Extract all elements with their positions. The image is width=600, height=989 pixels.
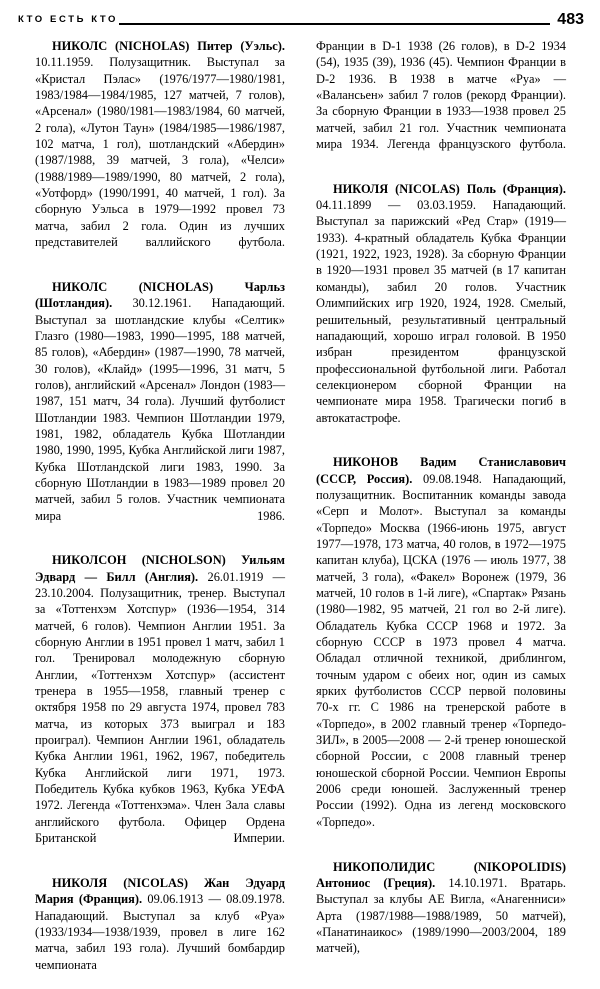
entry (316, 181, 566, 443)
running-header (18, 9, 584, 31)
entry-body: 09.06.1913 — 08.09.1978. Нападающий. Выступал за клуб «Руа» (1933/1934—1938/1939, провел в лиге 162 матча, забил 193 гола). Лучший бомбардир чемпионата (35, 892, 285, 972)
entry (35, 38, 285, 267)
entry (316, 859, 566, 973)
running-header-rule (119, 23, 550, 25)
entry-body: 10.11.1959. Полузащитник. Выступал за «Кристал Пэлас» (1976/1977—1980/1981, 1983/1984—1984/1985, 127 матчей, 7 голов), «Арсенал» (1980/1981—1983/1984, 60 матчей, 2 гола), «Лутон Таун» (1984/1985—1986/1987, 102 матча, 1 гол), шотландский «Абердин» (1987/1988, 39 матчей, 3 гола), «Челси» (1988/1989—1989/1990, 80 матчей, 2 гола), «Уотфорд» (1990/1991, 40 матчей, 1 гол). За сборную Уэльса в 1979—1992 провел 73 матча, забил 2 гола. Один из лучших представителей валлийского футбола. (35, 55, 285, 250)
entry (316, 454, 566, 846)
column-container (35, 38, 566, 972)
entry (35, 875, 285, 989)
entry-body: 14.10.1971. Вратарь. Выступал за клубы АЕ Вигла, «Анагенниси» Арта (1987/1988—1988/1989, 50 матчей), «Панатинаикос» (1989/1990—2003/2004, 189 матчей), (316, 875, 566, 956)
column-left (35, 38, 285, 972)
running-header-title: КТО ЕСТЬ КТО (18, 13, 119, 25)
entry-body: 30.12.1961. Нападающий. Выступал за шотландские клубы «Селтик» Глазго (1980—1983, 1990—1995, 188 матчей, 85 голов), «Абердин» (1987—1990, 78 матчей, 30 голов), «Клайд» (1995—1996, 31 матч, 5 голов), английский «Арсенал» Лондон (1983—1987, 151 матч, 34 гола). Лучший футболист Шотландии 1983. Чемпион Шотландии 1979, 1981, 1982, обладатель Кубка Шотландии 1980, 1990, 1995, Кубка Английской лиги 1987, Кубка Шотландской лиги 1983, 1990. За сборную Шотландии в 1983—1989 провел 20 матчей, забил 5 голов. Участник чемпионата мира 1986. (35, 296, 285, 523)
entry-body: 04.11.1899 — 03.03.1959. Нападающий. Выступал за парижский «Ред Стар» (1919—1933). 4-кратный обладатель Кубка Франции (1921, 1922, 1923, 1928). За сборную Франции в 1920—1931 провел 35 матчей (в 17 капитан команды), забил 20 голов. Участник Олимпийских игр 1920, 1924, 1928. Смелый, решительный, результативный центральный нападающий, хорошо играл головой. В 1950 избран президентом французской профессиональной футбольной лиги. Работал селекционером сборной Франции на чемпионате мира 1958. Трагически погиб в автокатастрофе. (316, 198, 566, 425)
entry-continuation (316, 38, 566, 169)
entry (35, 552, 285, 863)
entry-headword: НИКОЛСОН (NICHOLSON) Уильям Эдвард — Билл (Англия). (35, 553, 285, 584)
entry-headword: НИКОНОВ Вадим Станиславович (СССР, Россия). (316, 455, 566, 486)
entry-headword: НИКОЛС (NICHOLAS) Чарльз (Шотландия). (35, 279, 285, 311)
entry (35, 279, 285, 541)
entry-headword: НИКОЛЯ (NICOLAS) Поль (Франция). (333, 181, 566, 196)
entry-body: 09.08.1948. Нападающий, полузащитник. Воспитанник команды завода «Серп и Молот». Выступал за команды «Торпедо» Москва (1966-июнь 1975, август 1977—1978, 173 матча, 40 голов, в 1972—1975 капитан клуба), ЦСКА (1976 — июль 1977, 38 матчей, 3 гола), «Факел» Воронеж (1979, 36 матчей, 10 голов в 1-й лиге), «Спартак» Рязань (1980—1982, 95 матчей, 21 гол во 2-й лиге). Обладатель Кубка СССР 1968 и 1972. За сборную СССР в 1973 провел 4 матча. Обладал отличной техникой, дриблингом, точным ударом с обеих ног, один из самых ярких футболистов СССР первой половины 70-х гг. С 1986 на тренерской работе в «Торпедо», в 2002 главный тренер «Торпедо-ЗИЛ», в 2005—2008 — 2-й тренер юношеской сборной России, с 2008 главный тренер юношеской сборной России. Чемпион Европы 2006 среди юношей. Заслуженный тренер России (1992). Одна из легенд московского «Торпедо». (316, 471, 566, 829)
column-right (316, 38, 566, 956)
entry-headword: НИКОЛЯ (NICOLAS) Жан Эдуард Мария (Франция). (35, 875, 285, 907)
entry-body: 26.01.1919 — 23.10.2004. Полузащитник, тренер. Выступал за «Тоттенхэм Хотспур» (1936—1954, 314 матчей, 6 голов). Чемпион Англии 1951. За сборную Англии в 1951 провел 1 матч, забил 1 гол. Тренировал молодежную сборную Англии, «Тоттенхэм Хотспур» (ассистент тренера в 1955—1958, главный тренер с октября 1958 по 29 августа 1974, провел 783 матча, из которых 373 выиграл и 183 проиграл). Чемпион Англии 1961, обладатель Кубка Англии 1961, 1962, 1967, победитель Кубка Английской лиги 1971, 1973. Победитель Кубка кубков 1963, Кубка УЕФА 1972. Легенда «Тоттенхэма». Член Зала славы английского футбола. Офицер Ордена Британской Империи. (35, 569, 285, 846)
entry-body: Франции в D-1 1938 (26 голов), в D-2 1934 (54), 1935 (39), 1936 (45). Чемпион Франции в D-2 1936. В 1938 в матче «Руа» — «Валансьен» забил 7 голов (рекорд Франции). За сборную Франции в 1933—1938 провел 25 матчей, забил 21 гол. Участник чемпионата мира 1934. Легенда французского футбола. (316, 39, 566, 152)
entry-headword: НИКОЛС (NICHOLAS) Питер (Уэльс). (52, 39, 285, 53)
page-number: 483 (557, 11, 584, 28)
entry-headword: НИКОПОЛИДИС (NIKOPOLIDIS) Антониос (Греция). (316, 859, 566, 890)
